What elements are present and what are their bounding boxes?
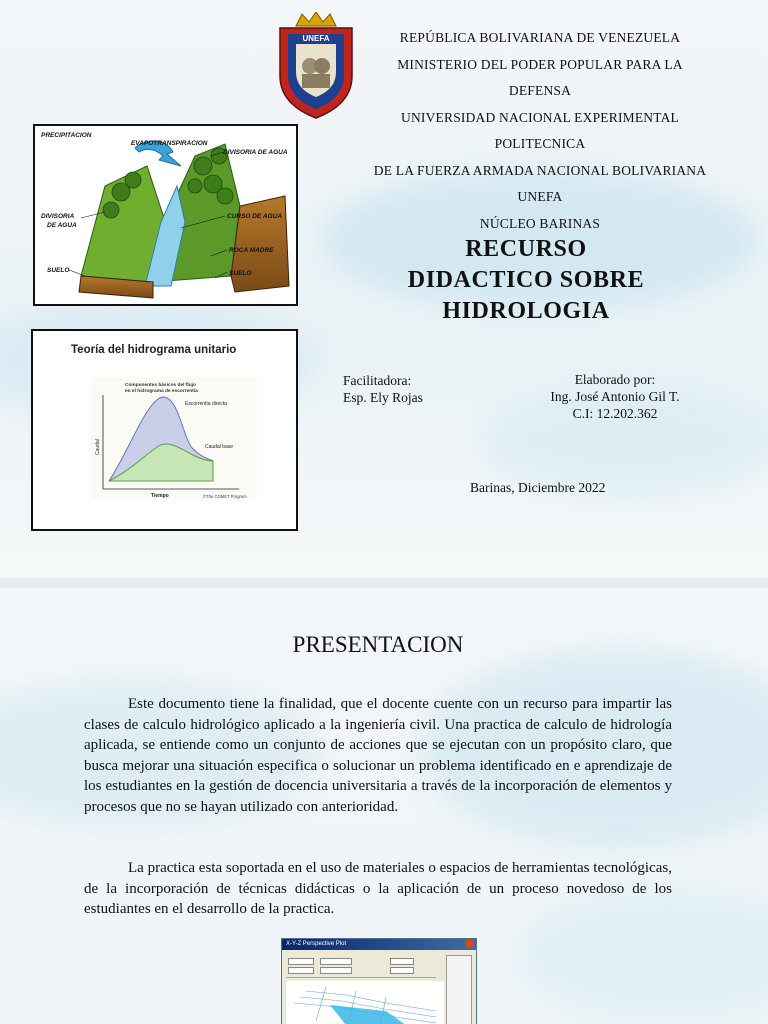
software-screenshot [281,938,477,1024]
axis-label-caudal: Caudal [95,439,101,455]
presentation-paragraph-1: Este documento tiene la finalidad, que el docente cuente con un recurso para impartir las clases de calculo hidrológico aplicado a la ingeniería civil. Una practica de calculo de hidrología aplicada, se entiende como un conjunto de acciones que se ejecutan con un propósito claro, que busca mejorar una situación especifica o solucionar un problema identificado en e aprendizaje de los estudiantes en la gestión de docencia universitaria a través de la incorporación de elementos y procesos que no se hayan utilizado con anterioridad. [84,696,672,815]
unefa-shield-logo [276,12,356,120]
author-name: Ing. José Antonio Gil T. [550,389,680,404]
label-suelo-left: SUELO [47,267,70,274]
presentation-page [0,588,768,1024]
label-divisoria-left: DIVISORIA [41,213,75,220]
author-label: Elaborado por: [574,372,656,387]
facilitator-label: Facilitadora: [343,373,412,388]
label-evapotranspiracion: EVAPOTRANSPIRACION [131,140,208,147]
document-title [380,234,672,327]
close-icon [466,940,474,948]
title-line: DIDACTICO SOBRE [407,267,645,293]
place-and-date: Barinas, Diciembre 2022 [470,480,606,495]
label-caudal-base: Caudal base [205,444,234,450]
facilitator-name: Esp. Ely Rojas [343,390,423,405]
hydrograph-subtitle: Componentes básicos del flujo [125,383,196,388]
axis-label-tiempo: Tiempo [151,493,169,499]
plot-side-panel [446,955,472,1024]
page-separator [0,578,768,588]
header-line: REPÚBLICA BOLIVARIANA DE VENEZUELA [399,30,681,45]
author-block [520,371,710,422]
hydrograph-subtitle-2: en el hidrograma de escorrentía [125,389,198,394]
perspective-plot [286,981,444,1024]
label-curso-de-agua: CURSO DE AGUA [227,213,283,220]
header-line: DEFENSA [508,83,572,98]
label-escorrentia-directa: Escorrentía directa [185,401,227,407]
label-divisoria-right: DIVISORIA DE AGUA [223,149,288,156]
presentation-heading: PRESENTACION [292,632,464,657]
institution-header [355,25,725,237]
label-divisoria-left-2: DE AGUA [47,222,77,229]
header-line: UNIVERSIDAD NACIONAL EXPERIMENTAL [401,109,679,125]
header-line: POLITECNICA [494,136,586,151]
watershed-illustration [33,124,298,306]
software-toolbar [286,955,436,978]
header-line: NÚCLEO BARINAS [479,215,601,231]
presentation-paragraph-2: La practica esta soportada en el uso de materiales o espacios de herramientas tecnológicas, de la incorporación de técnicas didácticas o la aplicación de un proceso novedoso de los estudiantes en el desarrollo de la practica. [84,860,672,918]
facilitator-block [343,372,423,406]
figure-credit: ©The COMET Program [203,494,247,499]
hydrograph-title: Teoría del hidrograma unitario [71,344,237,356]
label-roca-madre: ROCA MADRE [229,247,274,254]
title-line: HIDROLOGIA [442,298,610,324]
header-line: MINISTERIO DEL PODER POPULAR PARA LA [397,56,683,72]
header-line: UNEFA [517,189,563,204]
label-precipitacion: PRECIPITACION [41,132,92,139]
software-title-bar: X-Y-Z Perspective Plot [282,939,476,950]
unit-hydrograph-figure [31,329,298,531]
label-suelo-right: SUELO [229,270,252,277]
header-line: DE LA FUERZA ARMADA NACIONAL BOLIVARIANA [373,162,707,178]
author-id: C.I: 12.202.362 [572,406,658,421]
logo-acronym: UNEFA [302,34,330,43]
title-line: RECURSO [465,236,587,262]
